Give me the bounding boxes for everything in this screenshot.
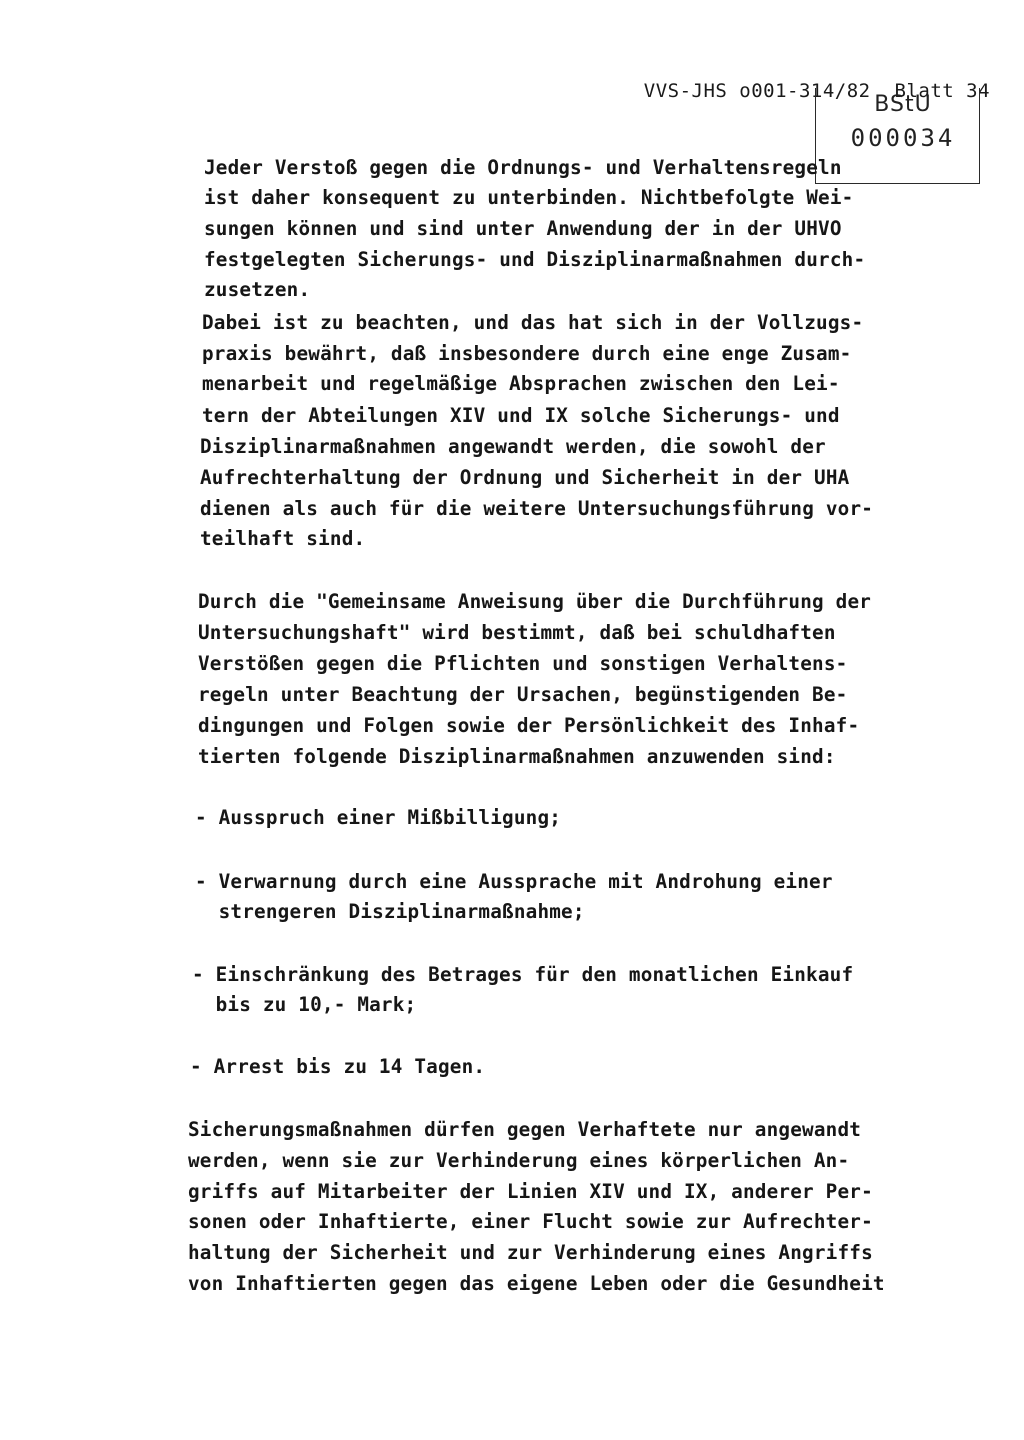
list-item-continuation: bis zu 10,- Mark; [192, 993, 417, 1016]
list-item: - Verwarnung durch eine Aussprache mit Androhung einer [195, 870, 833, 893]
text-line: Jeder Verstoß gegen die Ordnungs- und Verhaltensregeln [204, 156, 842, 179]
text-line: teilhaft sind. [200, 527, 366, 550]
text-line: dingungen und Folgen sowie der Persönlichkeit des Inhaf- [198, 714, 860, 737]
text-line: werden, wenn sie zur Verhinderung eines körperlichen An- [188, 1149, 850, 1172]
text-line: festgelegten Sicherungs- und Disziplinarmaßnahmen durch- [204, 248, 866, 271]
page-number: Blatt 34 [894, 80, 991, 102]
text-line: menarbeit und regelmäßige Absprachen zwischen den Lei- [202, 372, 840, 395]
text-line: Untersuchungshaft" wird bestimmt, daß bei schuldhaften [198, 621, 836, 644]
text-line: tern der Abteilungen XIV und IX solche Sicherungs- und [202, 404, 840, 427]
text-line: von Inhaftierten gegen das eigene Leben oder die Gesundheit [188, 1272, 885, 1295]
text-line: Disziplinarmaßnahmen angewandt werden, die sowohl der [200, 435, 826, 458]
text-line: zusetzen. [204, 278, 311, 301]
text-line: dienen als auch für die weitere Untersuchungsführung vor- [200, 497, 874, 520]
text-line: griffs auf Mitarbeiter der Linien XIV und IX, anderer Per- [188, 1180, 873, 1203]
list-item-continuation: strengeren Disziplinarmaßnahme; [195, 900, 585, 923]
text-line: haltung der Sicherheit und zur Verhinderung eines Angriffs [188, 1241, 873, 1264]
text-line: Sicherungsmaßnahmen dürfen gegen Verhaftete nur angewandt [188, 1118, 862, 1141]
stamp-org: BStU [874, 92, 932, 117]
text-line: tierten folgende Disziplinarmaßnahmen anzuwenden sind: [198, 745, 836, 768]
text-line: sonen oder Inhaftierte, einer Flucht sowie zur Aufrechter- [188, 1210, 873, 1233]
text-line: Durch die "Gemeinsame Anweisung über die Durchführung der [198, 590, 872, 613]
stamp-number: 000034 [850, 124, 956, 152]
text-line: Dabei ist zu beachten, und das hat sich in der Vollzugs- [202, 311, 864, 334]
list-item: - Ausspruch einer Mißbilligung; [195, 806, 562, 829]
list-item: - Arrest bis zu 14 Tagen. [190, 1055, 486, 1078]
list-item: - Einschränkung des Betrages für den monatlichen Einkauf [192, 963, 854, 986]
text-line: regeln unter Beachtung der Ursachen, begünstigenden Be- [198, 683, 848, 706]
text-line: sungen können und sind unter Anwendung der in der UHVO [204, 217, 842, 240]
text-line: Aufrechterhaltung der Ordnung und Sicherheit in der UHA [200, 466, 850, 489]
text-line: praxis bewährt, daß insbesondere durch eine enge Zusam- [202, 342, 852, 365]
document-reference: VVS-JHS o001-314/82 [643, 80, 871, 102]
text-line: Verstößen gegen die Pflichten und sonstigen Verhaltens- [198, 652, 848, 675]
text-line: ist daher konsequent zu unterbinden. Nichtbefolgte Wei- [204, 186, 854, 209]
